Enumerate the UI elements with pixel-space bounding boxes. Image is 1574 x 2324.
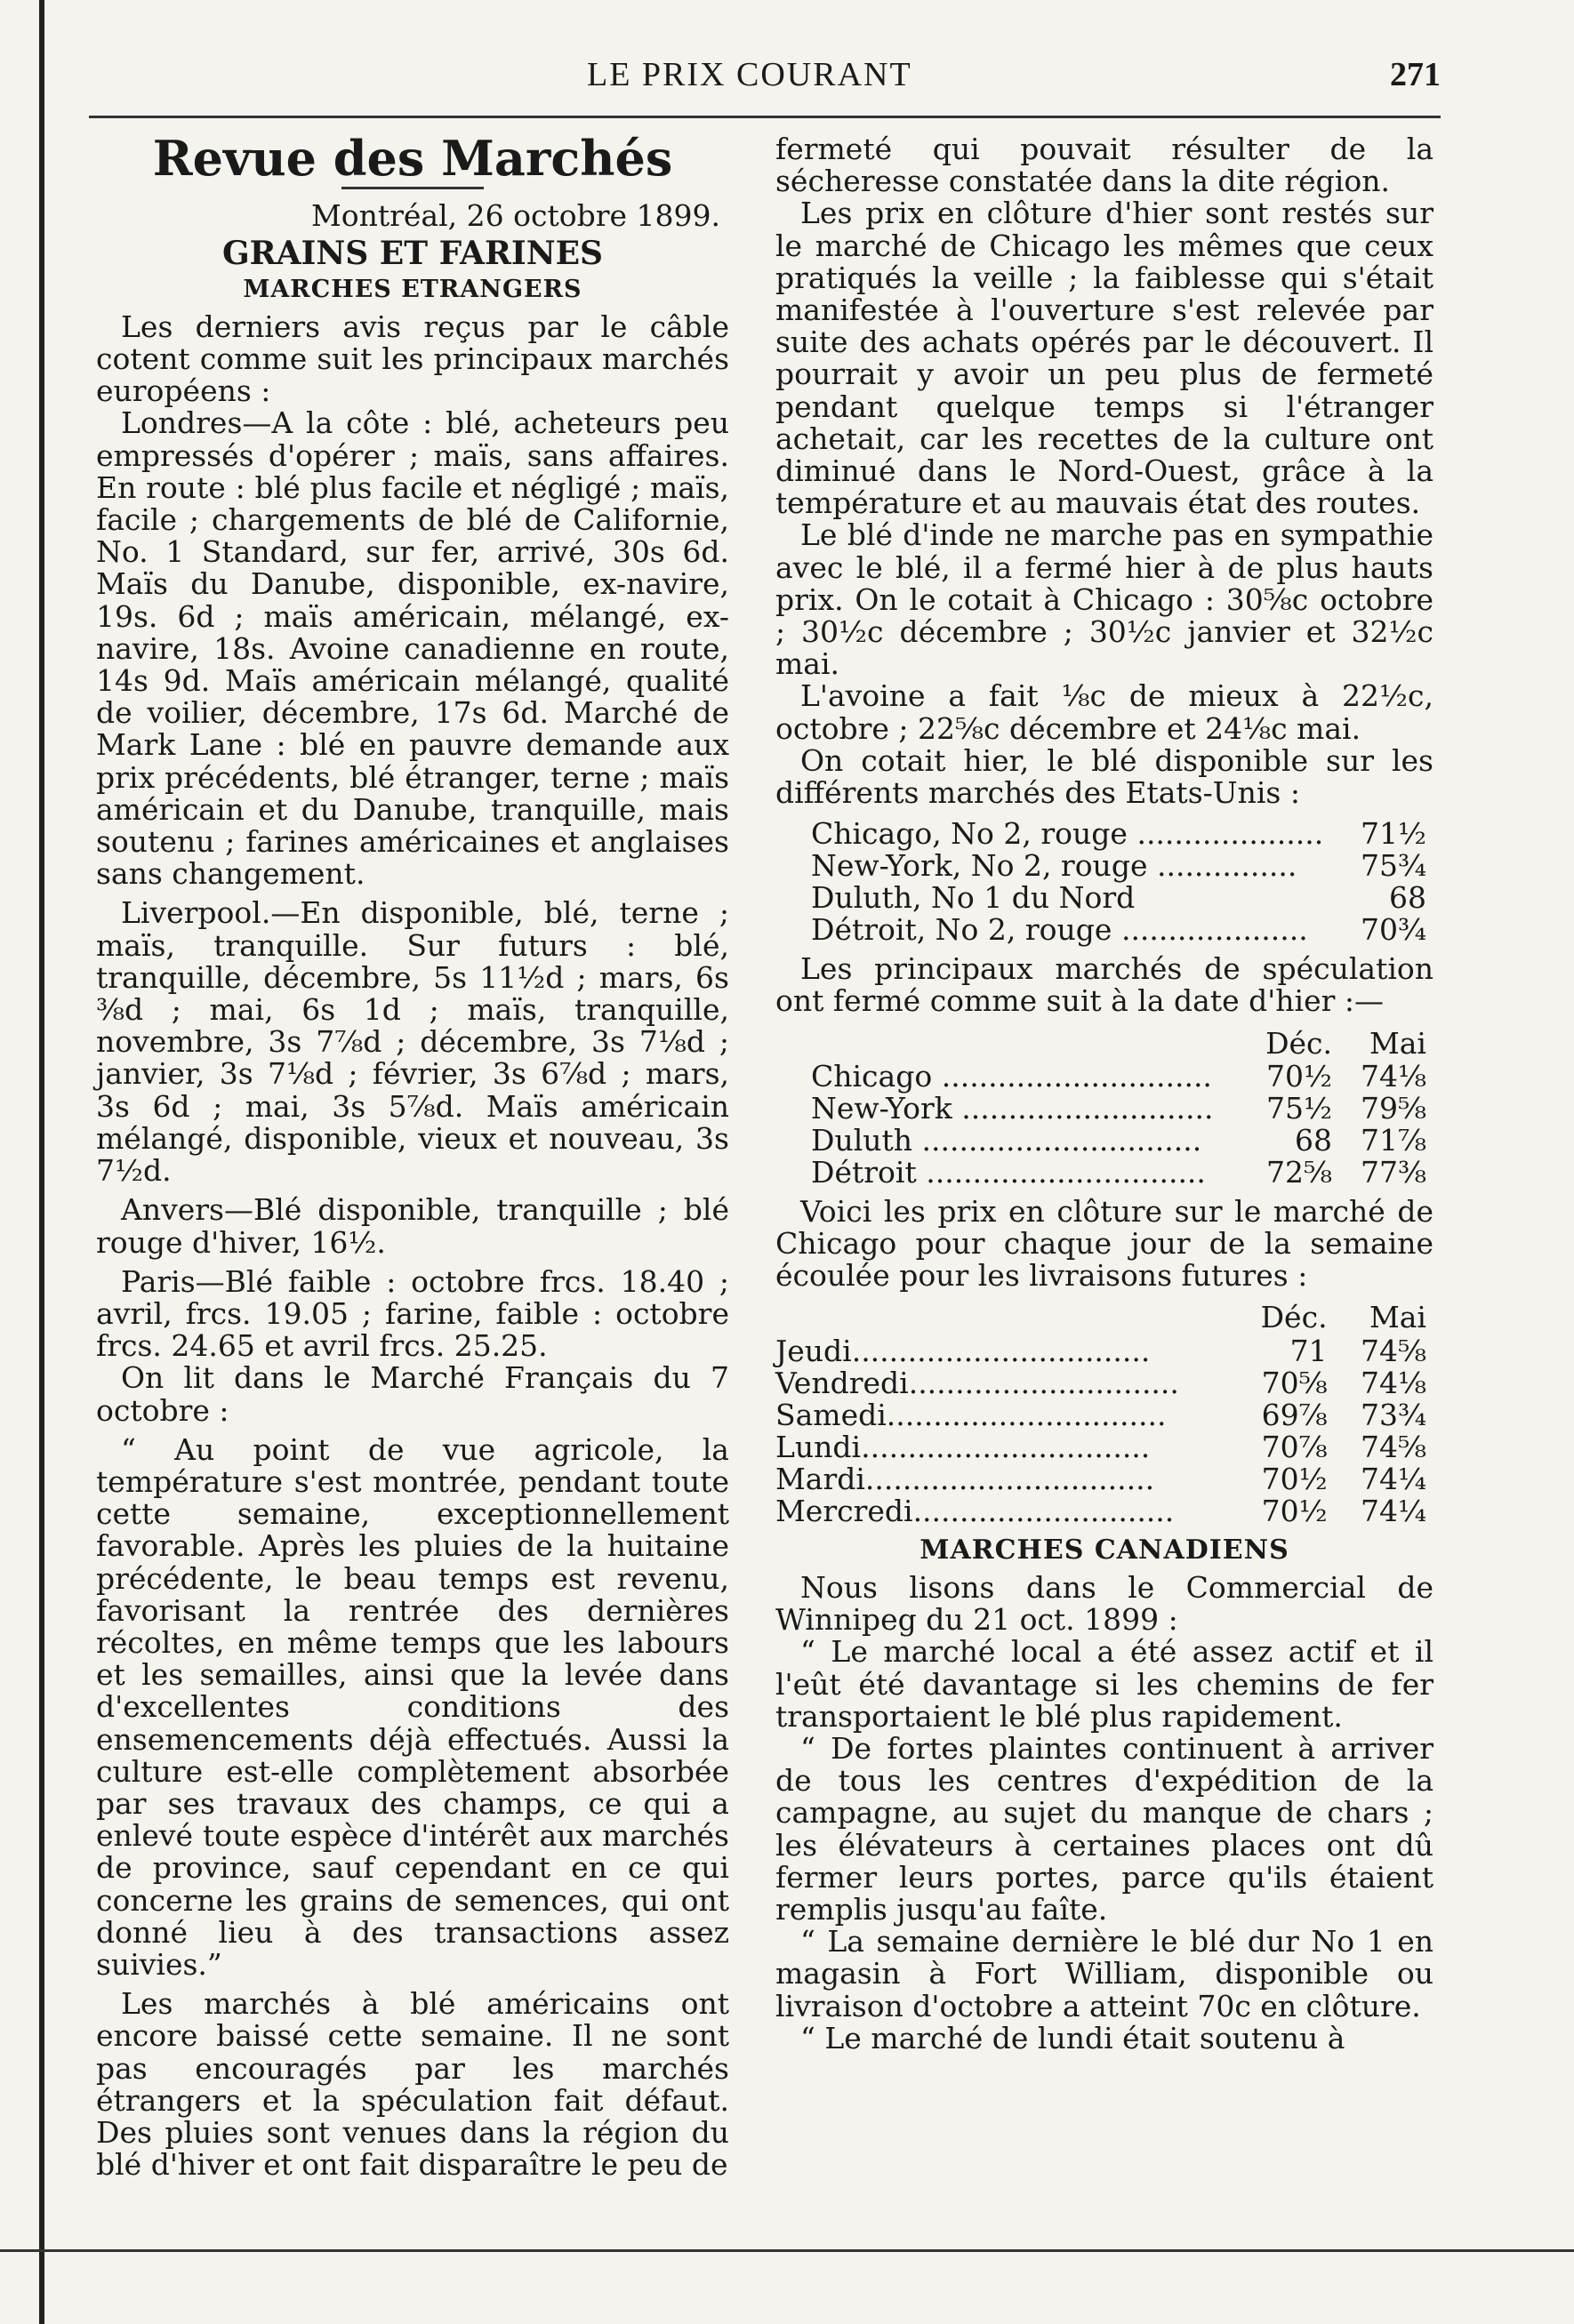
column-header-mai: Mai [1369,1025,1426,1061]
market-name: Duluth, No 1 du Nord [811,880,1136,916]
mai-price: 74⅝ [1361,1429,1426,1464]
day-name: Lundi............................... [775,1429,1151,1464]
paragraph: Les prix en clôture d'hier sont restés sur le marché de Chicago les mêmes que ceux pratiqués la veille ; la faiblesse qui s'était manifestée à l'ouverture s'est relevée par suite des achats opérés par le découvert. Il pourrait y avoir un peu plus de fermeté pendant quelque temps si l'étranger achetait, car les recettes de la culture ont diminué dans le Nord-Ouest, grâce à la température et au mauvais état des routes. [775,196,1433,521]
paragraph: Les derniers avis reçus par le câble cotent comme suit les principaux marchés européens : [96,309,729,409]
table-row [775,1399,1433,1431]
paragraph: fermeté qui pouvait résulter de la sécheresse constatée dans la dite région. [775,132,1433,199]
market-name: Détroit .............................. [811,1154,1206,1190]
subsection-heading: MARCHES CANADIENS [920,1534,1289,1566]
quotation: “ Au point de vue agricole, la température s'est montrée, pendant toute cette semaine, exceptionnellement favorable. Après les pluies de la huitaine précédente, le beau temps est revenu, favorisant la rentrée des dernières récoltes, en même temps que les labours et les semailles, ainsi que la levée dans d'excellentes conditions des ensemencements déjà effectués. Aussi la culture est-elle complètement absorbée par ses travaux des champs, ce qui a enlevé toute espèce d'intérêt aux marchés de province, sauf cependant en ce qui concerne les grains de semences, qui ont donné lieu à des transactions assez suivies.” [96,1431,729,1982]
paragraph: Voici les prix en clôture sur le marché de Chicago pour chaque jour de la semaine écoulée pour les livraisons futures : [775,1193,1433,1294]
market-name: Chicago ............................. [811,1058,1212,1094]
mai-price: 71⅞ [1361,1122,1426,1158]
speculation-table [775,1027,1433,1189]
publication-title: LE PRIX COURANT [587,56,912,93]
dec-price: 69⅞ [1261,1397,1328,1432]
page-number: 271 [1390,56,1441,93]
table-row [775,850,1433,882]
spot-price-table [775,818,1433,946]
paragraph: On cotait hier, le blé disponible sur les différents marchés des Etats-Unis : [775,742,1433,811]
quotation: “ De fortes plaintes continuent à arriver de tous les centres d'expédition de la campagne, au sujet du manque de chars ; les élévateurs à certaines places ont dû fermer leurs portes, parce qu'ils étaient remplis jusqu'au faîte. [775,1730,1433,1927]
paragraph: Nous lisons dans le Commercial de Winnipeg du 21 oct. 1899 : [775,1569,1433,1638]
table-row [775,882,1433,914]
table-row [775,1431,1433,1463]
table-row [775,1335,1433,1367]
dec-price: 70½ [1261,1493,1328,1528]
paragraph-liverpool: Liverpool.—En disponible, blé, terne ; maïs, tranquille. Sur futurs : blé, tranquille, décembre, 5s 11½d ; mars, 6s ⅜d ; mai, 6s 1d ; maïs, tranquille, novembre, 3s 7⅞d ; décembre, 3s 7⅛d ; janvier, 3s 7⅛d ; février, 3s 6⅞d ; mars, 3s 6d ; mai, 3s 5⅞d. Maïs américain mélangé, disponible, vieux et nouveau, 3s 7½d. [96,895,729,1189]
price-value: 68 [1389,880,1426,916]
section-heading: GRAINS ET FARINES [221,235,604,273]
dec-price: 68 [1295,1122,1333,1158]
table-row [775,1125,1433,1157]
table-row [775,1367,1433,1399]
market-name: New-York ........................... [811,1090,1214,1126]
table-row [775,1093,1433,1125]
quotation: “ Le marché de lundi était soutenu à [800,2020,1345,2056]
paragraph-paris: Paris—Blé faible : octobre frcs. 18.40 ; avril, frcs. 19.05 ; farine, faible : octobre frcs. 24.65 et avril frcs. 25.25. [96,1263,729,1364]
article-heading: Revue des Marchés [152,130,673,187]
dec-price: 70½ [1266,1058,1333,1094]
mai-price: 74⅛ [1361,1058,1426,1094]
mai-price: 74⅛ [1361,1365,1426,1400]
day-name: Samedi.............................. [775,1397,1167,1432]
column-header-mai: Mai [1369,1300,1426,1335]
column-header-dec: Déc. [1260,1300,1328,1335]
paragraph: On lit dans le Marché Français du 7 octobre : [96,1360,729,1428]
binding-edge [39,0,44,2324]
mai-price: 74⅝ [1361,1333,1426,1368]
mai-price: 79⅝ [1361,1090,1426,1126]
day-name: Jeudi................................ [775,1333,1151,1368]
paragraph-anvers: Anvers—Blé disponible, tranquille ; blé rouge d'hiver, 16½. [96,1192,729,1260]
market-name: Chicago, No 2, rouge .................... [811,816,1324,852]
day-name: Mardi............................... [775,1461,1155,1496]
paragraph-londres: Londres—A la côte : blé, acheteurs peu empressés d'opérer ; maïs, sans affaires. En route : blé plus facile et négligé ; maïs, facile ; chargements de blé de Californie, No. 1 Standard, sur fer, arrivé, 30s 6d. Maïs du Danube, disponible, ex-navire, 19s. 6d ; maïs américain, mélangé, ex-navire, 18s. Avoine canadienne en route, 14s 9d. Maïs américain mélangé, qualité de voilier, décembre, 17s 6d. Marché de Mark Lane : blé en pauvre demande aux prix précédents, blé étranger, terne ; maïs américain et du Danube, tranquille, mais soutenu ; farines américaines et anglaises sans changement. [96,405,729,892]
table-row [775,914,1433,946]
quotation: “ La semaine dernière le blé dur No 1 en magasin à Fort William, disponible ou livraison d'octobre a atteint 70c en clôture. [775,1924,1433,2023]
paragraph: L'avoine a fait ⅛c de mieux à 22½c, octobre ; 22⅝c décembre et 24⅛c mai. [775,678,1433,746]
table-row [775,1463,1433,1495]
paragraph: Le blé d'inde ne marche pas en sympathie avec le blé, il a fermé hier à de plus hauts prix. On le cotait à Chicago : 30⅝c octobre ; 30½c décembre ; 30½c janvier et 32½c mai. [775,517,1433,682]
subsection-heading: MARCHES ETRANGERS [243,275,582,303]
table-row [775,1495,1433,1527]
weekly-close-table [775,1301,1433,1527]
header-rule [89,116,1441,118]
quotation: “ Le marché local a été assez actif et il l'eût été davantage si les chemins de fer transportaient le blé plus rapidement. [775,1634,1433,1734]
heading-rule [341,187,484,189]
market-name: Duluth .............................. [811,1122,1202,1158]
paragraph: Les principaux marchés de spéculation ont fermé comme suit à la date d'hier :— [775,951,1433,1019]
dec-price: 70⅝ [1261,1365,1328,1400]
price-value: 70¾ [1361,912,1426,948]
page-bottom-rule [0,2249,1574,2252]
table-row [775,1157,1433,1189]
dec-price: 70½ [1261,1461,1328,1496]
mai-price: 73¾ [1361,1397,1426,1432]
table-header-row [775,1027,1433,1061]
mai-price: 77⅜ [1361,1154,1426,1190]
dec-price: 71 [1289,1333,1328,1368]
table-row [775,818,1433,850]
paragraph: Les marchés à blé américains ont encore baissé cette semaine. Il ne sont pas encouragés par les marchés étrangers et la spéculation fait défaut. Des pluies sont venues dans la région du blé d'hiver et ont fait disparaître le peu de [96,1986,729,2183]
day-name: Mercredi............................ [775,1493,1175,1528]
mai-price: 74¼ [1361,1461,1426,1496]
day-name: Vendredi............................. [775,1365,1179,1400]
price-value: 75¾ [1361,848,1426,884]
page-header [89,55,1441,108]
mai-price: 74¼ [1361,1493,1426,1528]
dateline: Montréal, 26 octobre 1899. [310,198,720,234]
dec-price: 75½ [1266,1090,1333,1126]
price-value: 71½ [1361,816,1426,852]
dec-price: 70⅞ [1261,1429,1328,1464]
market-name: Détroit, No 2, rouge .................... [811,912,1308,948]
table-header-row [775,1301,1433,1334]
column-header-dec: Déc. [1265,1025,1333,1061]
right-column [775,133,1433,2055]
left-column [96,130,729,2183]
dec-price: 72⅝ [1266,1154,1333,1190]
table-row [775,1061,1433,1093]
market-name: New-York, No 2, rouge ............... [811,848,1297,884]
